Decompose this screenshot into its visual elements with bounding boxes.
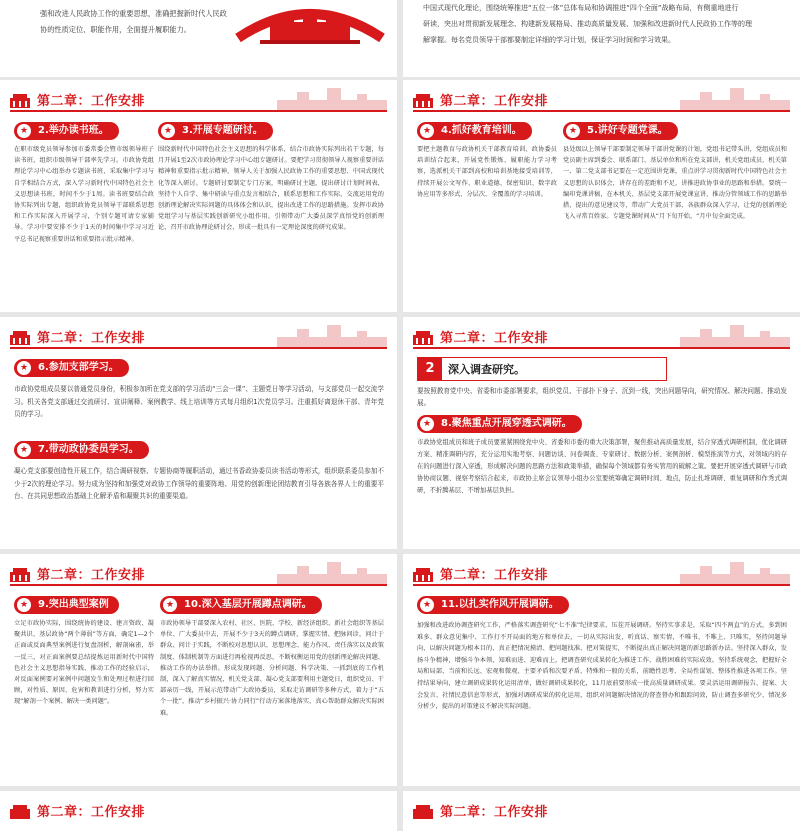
item-text: 县处级以上领导干部要制定领导干部讲党课的计划，党组书记带头讲，党组成员和党员副主席到委会、联系部门、基层单位和所在党支部讲，机关党组成员、机关第一、第二党支部书记要在一定范围讲党课，重点讲学习贯彻新时代中国特色社会主义思想的认识体会，讲存在的差距和不足，讲推进政协事业的思路和举措。要统一编印党课讲稿，在本机关、基层党支部开展党课宣讲，推动分管领域工作的思路举措，提出的意见建议等，带动广大党员干部、各族群众深入学习，让党的创新理论飞入寻常百姓家。专题党课时间从“月下旬开始，“月中旬全面完成。 <box>563 146 787 221</box>
star-icon: ★ <box>420 417 434 431</box>
skyline-decoration <box>680 86 790 110</box>
slide-top-left <box>0 0 397 77</box>
building-icon <box>413 805 433 819</box>
slide-7 <box>0 791 397 831</box>
item-text: 立足市政协实际，围绕统协的建设、建言资政、凝聚共识、基层政协“两个薄弱”等方面，确定1—2个正面或反面典型案例进行复盘剖析，解剖麻雀，举一反三，对正面案例要总结提炼运用新时代中国特色社会主义思想指导实践、推动工作的经验启示，对反面案例要对案例中问题发生和处理过程进行回顾，对性质、原因、危害和教训进行分析，努力实现“解剖一个案例、解决一类问题”。 <box>14 620 154 706</box>
chapter-title: 第二章：工作安排 <box>440 805 549 820</box>
slide-5 <box>0 554 397 786</box>
item-text: 围绕新时代中国特色社会主义思想的科学体系，结合市政协实际列出若干专题，每月开展1至2次市政协理论学习中心组专题研讨。要把学习贯彻领导人视察重要讲话精神和重要指示批示精神，领导人关于加强人民政协工作的重要思想、中国式现代化等深入研讨。专题研讨要制定专门方案，明确研讨主题，提出研讨计划时间表，坚持个人自学、集中研读与重点发言相结合，联系思想和工作实际，交流运用党的创新理论解决实际问题的具体体会和认识，提出改进工作的思路措施。发挥市政协党组学习与基层实践创新研究小组作用，引领带动广大委员深学真悟党的创新理论，召开市政协理论研讨会，形成一批具有一定理论深度的研究成果。 <box>158 146 384 232</box>
item-label: 4.抓好教育培训。 <box>441 125 522 136</box>
section-intro: 要按照教育党中央、省委和市委部署要求，组织党员、干部扑下身子、沉到一线，突出问题导向，研究情况、解决问题、推动发展。 <box>417 387 787 407</box>
star-icon: ★ <box>163 598 177 612</box>
item-label: 5.讲好专题党课。 <box>587 125 668 136</box>
slide-2 <box>403 80 800 312</box>
section-number: 2 <box>418 358 442 380</box>
star-icon: ★ <box>420 124 434 138</box>
arch-illustration <box>230 0 390 60</box>
section-heading <box>417 357 667 381</box>
slide-6 <box>403 554 800 786</box>
item-text: 市政协党组成员和班子成员要紧紧围绕党中央、省委和市委的重大决策部署，聚焦推动高质量发展，结合穿透式调研机制，优化调研方案、精准调研内容，充分运用实地考察、问题访谈、问卷调查、专家研讨、数据分析、案例剖析、模型推演等方式，对领域内的存在的问题进行深入穿透，形成解决问题的思路方法和政策举措，确保每个领域都有务实管用的破解之策。要把开展穿透式调研与市政协协商议题、视察考察结合起来，市政协主席会议领导小组办公室要统筹确定调研时间、地点，防止扎堆调研、重复调研和作秀式调研，不折腾基层、不增加基层负担。 <box>417 439 787 494</box>
slide-header <box>403 554 800 588</box>
item-pill <box>417 122 532 140</box>
text-line: 中国式现代化理论，围绕统筹推进“五位一体”总体布局和协调推进“四个全面”战略布局，有侧重地进行 <box>423 4 739 12</box>
slide-4 <box>403 317 800 549</box>
building-icon <box>413 331 433 345</box>
slide-header <box>403 317 800 351</box>
building-icon <box>413 568 433 582</box>
item-pill <box>417 596 569 614</box>
header-rule <box>413 347 790 349</box>
item-pill <box>563 122 678 140</box>
item-pill <box>14 441 149 459</box>
building-icon <box>10 568 30 582</box>
chapter-title: 第二章：工作安排 <box>37 568 146 583</box>
item-pill <box>417 415 582 433</box>
item-label: 9.突出典型案例 <box>38 599 109 610</box>
item-text: 市政协领导干部要深入农村、社区、医院、学校、新经济组织、新社会组织等基层单位、广大委员中去，开展不少于3天的蹲点调研，掌握实情、把脉问诊，问计于群众、问计于实践，不断校对思想认识、思想理念、能力作风、责任落实以及政策制度、体制机制等方面进行再检视再反思，不断权衡运用党的创新理论解决问题、推动工作的办法举措。形成发现问题、分析问题、科学决策、一抓到底的工作机制，深入了解真实情况，机关党支部、凝心党支部要利用主题党日，组织党员、干部亲历一线，开展示范带动广大政协委员，采取走访调研等多种方式，着力于“五个一批”，推动“乡村振兴·协力同行”行动方案落地落实，真心帮助群众解决实际困难。 <box>160 620 384 717</box>
item-pill <box>14 122 119 140</box>
item-text: 市政协党组成员要以普通党员身份，积极参加所在党支部的学习活动“三会一课”、主题党日等学习活动，与支部党员一起交流学习。机关各党支部通过交流研讨、宣讲阐释、案例教学、线上培训等方式每月组织1次党员学习。注重抓好离退休干部、青年党员的学习。 <box>14 385 384 418</box>
item-label: 7.带动政协委员学习。 <box>38 444 139 455</box>
header-rule <box>413 584 790 586</box>
item-text: 在职市级党员领导参加市委常委会暨市级领导班子读书班，组织市级领导干部率先学习。市政协党组理论学习中心组举办专题读书班，采取集中学习与自学相结合方式，深入学习新时代中国特色社会主义思想读书班，时间不少于1周。读书班要结合政协实际列出专题，组织政协党员领导干部联系思想和工作实际深入开展学习，个别专题可请专家辅导。学习中要安排不少于1天的时间集中学习习近平总书记视察重要讲话和重要指示批示精神。 <box>14 146 154 243</box>
slide-header <box>0 80 397 114</box>
chapter-title: 第二章：工作安排 <box>37 805 146 820</box>
star-icon: ★ <box>420 598 434 612</box>
header-rule <box>10 347 387 349</box>
slide-1 <box>0 80 397 312</box>
slide-header <box>403 80 800 114</box>
text-line: 强和改进人民政协工作的重要思想，准确把握新时代人民政 <box>40 9 227 18</box>
header-rule <box>10 584 387 586</box>
slide-header <box>0 791 397 825</box>
skyline-decoration <box>680 560 790 584</box>
text-line: 解掌握。每名党员领导干部都要制定详细的学习计划，保证学习时间和学习效果。 <box>423 36 675 44</box>
header-rule <box>10 110 387 112</box>
item-label: 11.以扎实作风开展调研。 <box>441 599 559 610</box>
chapter-title: 第二章：工作安排 <box>440 331 549 346</box>
chapter-title: 第二章：工作安排 <box>440 568 549 583</box>
item-pill <box>158 122 273 140</box>
skyline-decoration <box>277 560 387 584</box>
skyline-decoration <box>277 86 387 110</box>
star-icon: ★ <box>17 598 31 612</box>
chapter-title: 第二章：工作安排 <box>37 94 146 109</box>
building-icon <box>413 94 433 108</box>
skyline-decoration <box>277 323 387 347</box>
text-line: 研读，突出对贯彻新发展理念、构建新发展格局、推动高质量发展、加强和改进新时代人民政协工作等的理 <box>423 20 752 28</box>
item-text: 凝心党支部要创造性开展工作，结合调研视察、专题协商等履职活动，通过书香政协委员读书活动等形式，组织联系委员参加不少于2次的理论学习。努力成为坚持和加强党对政协工作领导的重要阵地、用党的创新理论团结教育引导各族各界人士的重要平台、在共同思想政治基础上化解矛盾和凝聚共识的重要渠道。 <box>14 467 384 500</box>
slide-top-right <box>403 0 800 77</box>
item-label: 3.开展专题研讨。 <box>182 125 263 136</box>
star-icon: ★ <box>161 124 175 138</box>
item-pill <box>14 359 129 377</box>
chapter-title: 第二章：工作安排 <box>37 331 146 346</box>
item-pill <box>160 596 322 614</box>
slide-header <box>0 554 397 588</box>
star-icon: ★ <box>17 124 31 138</box>
star-icon: ★ <box>17 443 31 457</box>
item-text: 加强和改进政协调查研究工作，严格落实调查研究“七不准”纪律要求，压茬开展调研。坚持实事求是，采取“四不两直”的方式，多到困难多、群众意见集中、工作打不开局面的地方和单位去，一切从实际出发，听真话、察实情，不唯书、不唯上、只唯实，坚持问题导向，以解决问题为根本目的，真正把情况摸清、把问题找准、把对策提实，不断提出真正解决问题的新思路新办法。坚持深入群众，发扬斗争精神，增强斗争本领，知难而进、迎难而上，把调查研究成果转化为推进工作、战胜困难的实际成效。坚持系统观念，把握好全局和局部、当前和长远、宏观和微观、主要矛盾和次要矛盾、特殊和一般的关系，前瞻性思考、全局性谋划、整体性推进各项工作。坚持结果导向，建立调研成果转化运用清单，做好调研成果转化，11月底前要形成一批高质量调研成果。要灵活运用调研报告、提案、大会发言、社情民意信息等形式，加强对调研成果的转化运用，组织对问题解决情况的督查督办和跟踪问效，防止调查多研究少、情况多分析少，提出的对策建议不解决实际问题。 <box>417 622 787 711</box>
slide-header <box>0 317 397 351</box>
header-rule <box>413 110 790 112</box>
item-label: 2.举办读书班。 <box>38 125 109 136</box>
item-pill <box>14 596 119 614</box>
skyline-decoration <box>680 323 790 347</box>
text-line: 协的性质定位、职能作用，全面提升履职能力。 <box>40 25 191 34</box>
star-icon: ★ <box>17 361 31 375</box>
building-icon <box>10 94 30 108</box>
building-icon <box>10 331 30 345</box>
item-label: 8.聚焦重点开展穿透式调研。 <box>441 418 572 429</box>
chapter-title: 第二章：工作安排 <box>440 94 549 109</box>
slide-header <box>403 791 800 825</box>
item-label: 10.深入基层开展蹲点调研。 <box>184 599 312 610</box>
section-title: 深入调查研究。 <box>448 363 525 376</box>
item-label: 6.参加支部学习。 <box>38 362 119 373</box>
star-icon: ★ <box>566 124 580 138</box>
building-icon <box>10 805 30 819</box>
slide-8 <box>403 791 800 831</box>
slide-3 <box>0 317 397 549</box>
item-text: 要把主题教育与政协机关干部教育培训、政协委员培训结合起来，开展党性锻炼、履职能力学习考察，选派机关干部到高校和培训基地接受培训等，持续开展公文写作、职业道德、保密知识、数字政协应用等多形式、分层次、全覆盖的学习培训。 <box>417 146 557 198</box>
